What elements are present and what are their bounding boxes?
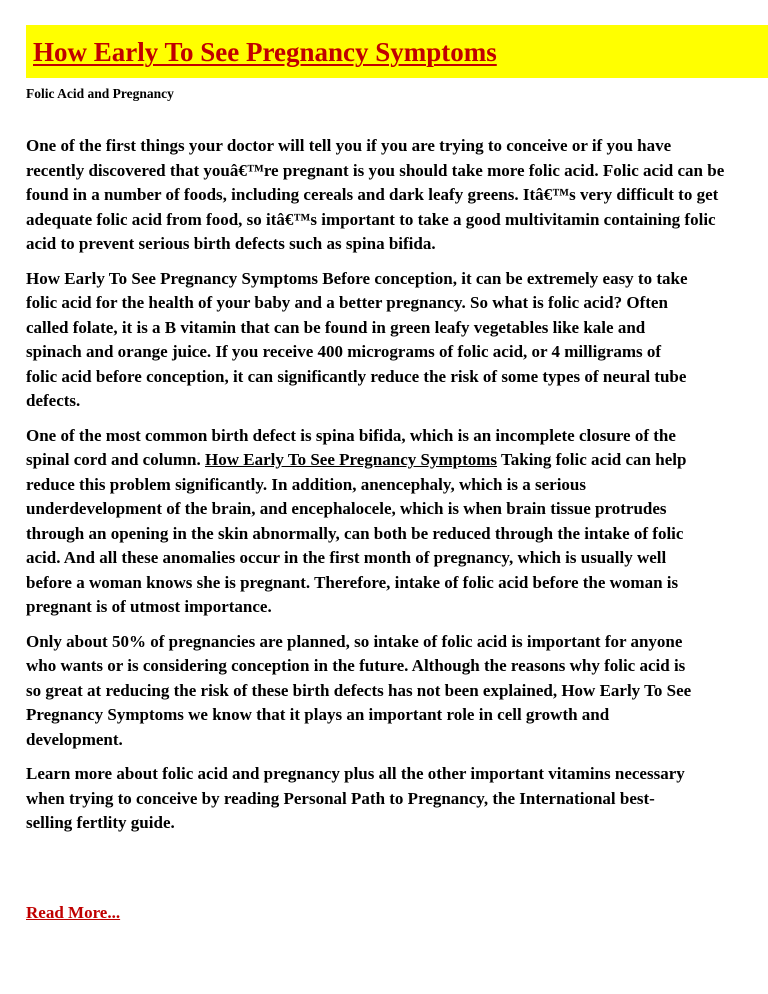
text-line: through an opening in the skin abnormally, can both be reduced through the intake of folic bbox=[26, 523, 684, 543]
page-title[interactable]: How Early To See Pregnancy Symptoms bbox=[33, 37, 497, 67]
text-line: pregnant is of utmost importance. bbox=[26, 597, 272, 616]
text-line: Learn more about folic acid and pregnancy plus all the other important vitamins necessary bbox=[26, 764, 685, 783]
paragraph-1 bbox=[26, 134, 768, 257]
page-subtitle: Folic Acid and Pregnancy bbox=[26, 86, 174, 101]
text-line: so great at reducing the risk of these birth defects has not been explained, How Early To See bbox=[26, 680, 692, 700]
text-fragment: spinal cord and column. bbox=[26, 450, 206, 469]
text-line: before a woman knows she is pregnant. Therefore, intake of folic acid before the woman is bbox=[26, 572, 679, 592]
text-line: spinach and orange juice. If you receive 400 micrograms of folic acid, or 4 milligrams of bbox=[26, 342, 662, 361]
text-line: underdevelopment of the brain, and encephalocele, which is when brain tissue protrudes bbox=[26, 499, 667, 518]
text-line: adequate folic acid from food, so itâ€™s important to take a good multivitamin containing folic bbox=[26, 209, 716, 229]
text-line: defects. bbox=[26, 391, 81, 410]
article-body bbox=[26, 134, 768, 846]
text-line: recently discovered that youâ€™re pregnant is you should take more folic acid. Folic acid can be bbox=[26, 160, 725, 180]
text-line: reduce this problem significantly. In addition, anencephaly, which is a serious bbox=[26, 474, 586, 494]
text-line: folic acid before conception, it can significantly reduce the risk of some types of neural tube bbox=[26, 366, 687, 386]
text-line-with-link bbox=[26, 448, 768, 473]
text-line: acid to prevent serious birth defects such as spina bifida. bbox=[26, 234, 436, 253]
text-line: Pregnancy Symptoms we know that it plays an important role in cell growth and bbox=[26, 705, 610, 724]
text-line: development. bbox=[26, 729, 123, 749]
text-line: selling fertlity guide. bbox=[26, 813, 175, 832]
title-banner bbox=[26, 25, 768, 78]
text-line: found in a number of foods, including cereals and dark leafy greens. Itâ€™s very difficult to get bbox=[26, 185, 719, 204]
text-line: Only about 50% of pregnancies are planned, so intake of folic acid is important for anyone bbox=[26, 631, 683, 651]
paragraph-3 bbox=[26, 424, 768, 620]
text-line: One of the first things your doctor will tell you if you are trying to conceive or if you have bbox=[26, 136, 672, 155]
text-line: How Early To See Pregnancy Symptoms Before conception, it can be extremely easy to take bbox=[26, 268, 688, 288]
text-fragment: Taking folic acid can help bbox=[497, 450, 687, 469]
text-line: called folate, it is a B vitamin that can be found in green leafy vegetables like kale and bbox=[26, 317, 646, 337]
paragraph-4 bbox=[26, 630, 768, 753]
text-line: folic acid for the health of your baby and a better pregnancy. So what is folic acid? Often bbox=[26, 293, 668, 312]
text-line: when trying to conceive by reading Personal Path to Pregnancy, the International best- bbox=[26, 788, 655, 808]
text-line: One of the most common birth defect is spina bifida, which is an incomplete closure of the bbox=[26, 425, 676, 445]
inline-title-link[interactable]: How Early To See Pregnancy Symptoms bbox=[205, 450, 498, 469]
paragraph-5 bbox=[26, 762, 768, 836]
read-more-link[interactable]: Read More... bbox=[26, 903, 121, 922]
paragraph-2 bbox=[26, 267, 768, 414]
text-line: acid. And all these anomalies occur in the first month of pregnancy, which is usually well bbox=[26, 548, 667, 567]
text-line: who wants or is considering conception in the future. Although the reasons why folic acid is bbox=[26, 656, 686, 675]
